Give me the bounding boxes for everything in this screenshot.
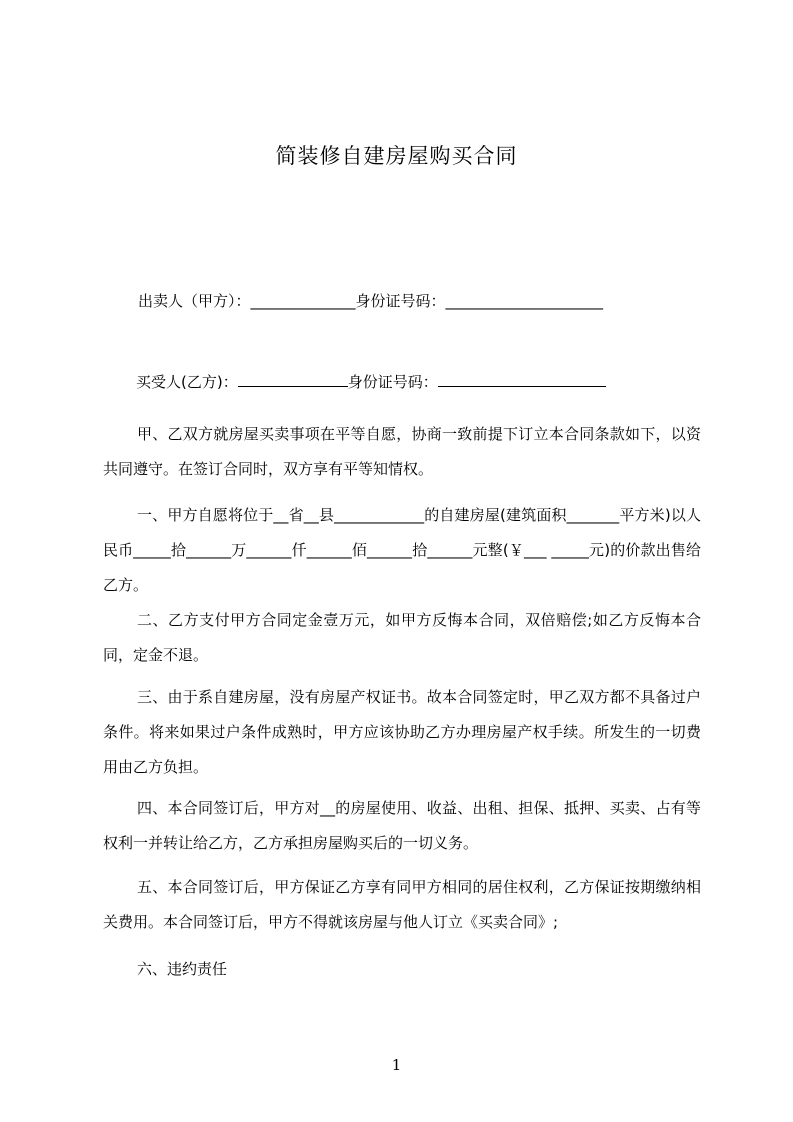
paragraph-preamble: 甲、乙双方就房屋买卖事项在平等自愿，协商一致前提下订立本合同条款如下，以资共同遵守。在签订合同时，双方享有平等知情权。 <box>103 425 701 478</box>
paragraph-clause-4: 四、本合同签订后，甲方对__的房屋使用、收益、出租、担保、抵押、买卖、占有等权利一并转让给乙方，乙方承担房屋购买后的一切义务。 <box>103 799 701 852</box>
buyer-label: 买受人(乙方)： <box>136 373 238 391</box>
buyer-id-label: 身份证号码： <box>347 373 438 391</box>
buyer-id-blank <box>438 372 606 387</box>
buyer-name-blank <box>238 372 348 387</box>
paragraph-clause-2: 二、乙方支付甲方合同定金壹万元，如甲方反悔本合同，双倍赔偿;如乙方反悔本合同，定金不退。 <box>103 611 701 664</box>
section-heading-six: 六、违约责任 <box>137 960 228 978</box>
page-title: 简装修自建房屋购买合同 <box>275 144 518 168</box>
paragraph-clause-3: 三、由于系自建房屋，没有房屋产权证书。故本合同签定时，甲乙双方都不具备过户条件。将来如果过户条件成熟时，甲方应该协助乙方办理房屋产权手续。所发生的一切费用由乙方负担。 <box>103 688 701 776</box>
seller-line: 出卖人（甲方）：______________身份证号码：_____________________ <box>138 292 604 310</box>
paragraph-clause-5: 五、本合同签订后，甲方保证乙方享有同甲方相同的居住权利，乙方保证按期缴纳相关费用。本合同签订后，甲方不得就该房屋与他人订立《买卖合同》; <box>103 878 701 931</box>
paragraph-clause-1: 一、甲方自愿将位于__省__县____________的自建房屋(建筑面积_______平方米)以人民币_____拾______万______仟______佰______拾______元整(￥___ _____元)的价款出售给乙方。 <box>103 506 701 594</box>
page-number: 1 <box>391 1056 402 1074</box>
buyer-line <box>136 372 736 392</box>
